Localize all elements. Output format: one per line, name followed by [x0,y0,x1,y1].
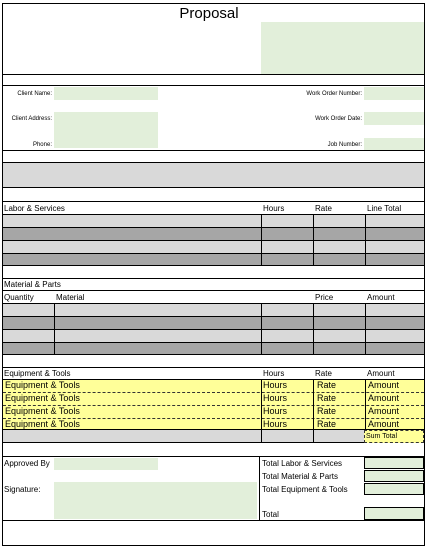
equipment-hours[interactable]: Hours [263,393,288,403]
equipment-rate[interactable]: Rate [317,406,337,416]
description-band[interactable] [3,162,424,188]
equipment-rate[interactable]: Rate [317,419,337,429]
signature-label: Signature: [4,485,41,494]
work-order-number-field[interactable] [364,87,424,100]
equipment-hours[interactable]: Hours [263,419,288,429]
equipment-hours[interactable]: Hours [263,406,288,416]
column-divider [261,379,262,443]
signature-field[interactable] [54,482,257,519]
table-row[interactable] [3,329,424,342]
labor-line-total-header: Line Total [367,204,402,213]
equipment-rate-header: Rate [315,369,332,378]
client-name-label: Client Name: [17,91,52,97]
equipment-hours[interactable]: Hours [263,380,288,390]
table-row[interactable] [3,342,424,355]
equipment-amount[interactable]: Amount [368,380,400,390]
material-amount-header: Amount [367,293,395,302]
equipment-item[interactable]: Equipment & Tools [5,393,80,403]
table-row[interactable] [3,303,424,316]
column-divider [54,303,55,355]
column-divider [313,214,314,266]
total-material-label: Total Material & Parts [262,472,339,481]
equipment-amount-header: Amount [367,369,395,378]
column-divider [313,303,314,355]
equipment-amount[interactable]: Amount [368,419,400,429]
divider [2,85,425,86]
table-row[interactable] [3,227,424,240]
equipment-rate[interactable]: Rate [317,393,337,403]
divider [2,456,425,457]
phone-label: Phone: [32,142,52,148]
page-title: Proposal [179,5,239,22]
equipment-amount[interactable]: Amount [368,393,400,403]
total-material-field[interactable] [364,470,424,482]
column-divider [259,456,260,520]
column-divider [365,379,366,429]
equipment-amount[interactable]: Amount [368,406,400,416]
equipment-item[interactable]: Equipment & Tools [5,419,80,429]
total-labor-field[interactable] [364,457,424,469]
column-divider [365,214,366,266]
divider [2,201,425,202]
work-order-date-field[interactable] [364,112,424,125]
table-row[interactable] [3,253,424,266]
work-order-number-label: Work Order Number: [306,91,362,97]
table-row[interactable] [3,429,424,443]
table-row[interactable] [3,214,424,227]
labor-section-label: Labor & Services [4,204,65,213]
client-name-field[interactable] [54,87,158,100]
divider [2,74,425,75]
quantity-header: Quantity [4,293,34,302]
material-header: Material [56,293,85,302]
column-divider [313,379,314,443]
total-label: Total [262,510,279,519]
sum-total-cell[interactable]: Sum Total [364,430,424,443]
equipment-item[interactable]: Equipment & Tools [5,406,80,416]
divider [2,367,425,368]
column-divider [261,214,262,266]
approved-by-label: Approved By [4,459,50,468]
total-equipment-label: Total Equipment & Tools [262,485,348,494]
equipment-hours-header: Hours [263,369,285,378]
labor-rate-header: Rate [315,204,332,213]
divider [2,150,425,151]
client-address-label: Client Address: [11,116,52,122]
equipment-item[interactable]: Equipment & Tools [5,380,80,390]
divider [2,520,425,521]
table-row[interactable] [3,240,424,253]
table-row[interactable] [3,316,424,329]
work-order-date-label: Work Order Date: [315,116,362,122]
total-equipment-field[interactable] [364,483,424,495]
divider [2,278,425,279]
client-address-field[interactable] [54,112,158,148]
job-number-label: Job Number: [327,142,362,148]
divider [2,290,425,291]
equipment-section-label: Equipment & Tools [4,369,71,378]
logo-placeholder[interactable] [261,22,424,74]
total-labor-label: Total Labor & Services [262,459,343,468]
column-divider [261,303,262,355]
job-number-field[interactable] [364,138,424,150]
approved-by-field[interactable] [54,458,158,470]
price-header: Price [315,293,334,302]
column-divider [365,303,366,355]
total-field[interactable] [364,507,424,520]
material-section-label: Material & Parts [4,280,61,289]
labor-hours-header: Hours [263,204,285,213]
equipment-rate[interactable]: Rate [317,380,337,390]
